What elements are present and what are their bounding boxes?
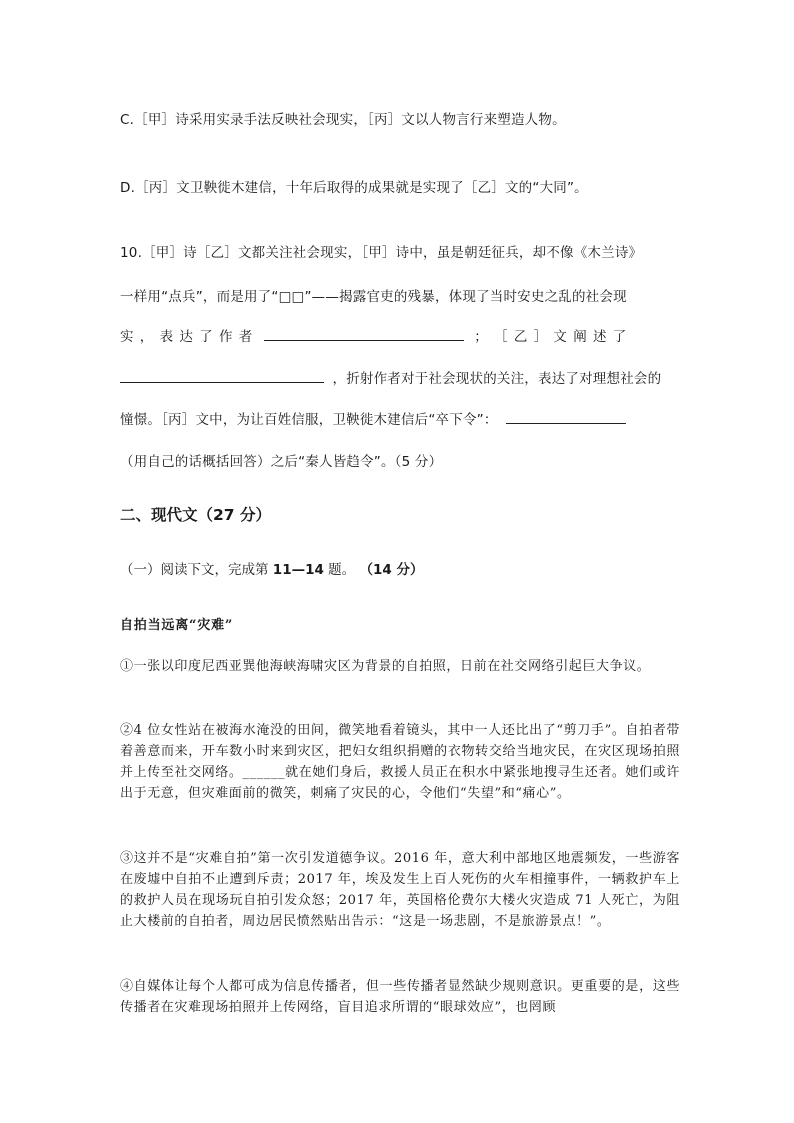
answer-blank-1[interactable] [264,328,464,341]
question-9-option-c: C.［甲］诗采用实录手法反映社会现实，［丙］文以人物言行来塑造人物。 [120,112,566,128]
question-10-line-3b: ； ［ 乙 ］ 文 阐 述 了 [474,329,628,345]
question-10-line-4-text: ，折射作者对于社会现状的关注，表达了对理想社会的 [332,371,662,387]
answer-blank-2[interactable] [120,370,324,383]
article-paragraph-3: ③这并不是“灾难自拍”第一次引发道德争议。2016 年，意大利中部地区地震频发，一些游客在废墟中自拍不止遭到斥责；2017 年，埃及发生上百人死伤的火车相撞事件，一辆救护车上的救护人员在现场玩自拍引发众怒；2017 年，英国格伦费尔大楼火灾造成 71 人死亡，为阻止大楼前的自拍者，周边居民愤然贴出告示：“这是一场悲剧，不是旅游景点！”。 [120,851,680,929]
article-paragraph-1: ①一张以印度尼西亚巽他海峡海啸灾区为背景的自拍照，日前在社交网络引起巨大争议。 [120,659,651,674]
subheading-range: 11—14 [272,562,324,578]
question-10-line-3 [120,325,680,345]
answer-blank-3[interactable] [506,411,626,424]
article-title: 自拍当远离“灾难” [120,618,234,633]
article-paragraph-2: ②4 位女性站在被海水淹没的田间，微笑地看着镜头，其中一人还比出了“剪刀手”。自拍者带着善意而来，开车数小时来到灾区，把妇女组织捐赠的衣物转交给当地灾民，在灾区现场拍照并上传至社交网络。______就在她们身后，救援人员正在积水中紧张地搜寻生还者。她们或许出于无意，但灾难面前的微笑，刺痛了灾民的心，令他们“失望”和“痛心”。 [120,723,680,801]
subheading-prefix: （一）阅读下文，完成第 [120,562,269,578]
section-subheading [120,558,423,578]
question-10-line-3a: 实 ， 表 达 了 作 者 [120,329,254,345]
subheading-mid: 题。 [328,562,356,578]
question-10-line-5-text: 憧憬。［丙］文中，为让百姓信服，卫鞅徙木建信后“卒下令”： [120,412,498,428]
question-10-line-1: 10.［甲］诗［乙］文都关注社会现实，［甲］诗中，虽是朝廷征兵，却不像《木兰诗》 [120,245,643,261]
question-9-option-d: D.［丙］文卫鞅徙木建信，十年后取得的成果就是实现了［乙］文的“大同”。 [120,180,588,196]
question-10-line-6: （用自己的话概括回答）之后“秦人皆趋令”。（5 分） [120,454,443,470]
question-10-line-2: 一样用“点兵”，而是用了“□□”——揭露官吏的残暴，体现了当时安史之乱的社会现 [120,289,627,305]
section-heading: 二、现代文（27 分） [120,506,271,524]
question-10-line-4 [120,367,680,387]
subheading-score: （14 分） [359,562,424,578]
article-paragraph-4: ④自媒体让每个人都可成为信息传播者，但一些传播者显然缺少规则意识。更重要的是，这些传播者在灾难现场拍照并上传网络，盲目追求所谓的“眼球效应”，也罔顾 [120,979,680,1015]
question-10-line-5 [120,408,680,428]
